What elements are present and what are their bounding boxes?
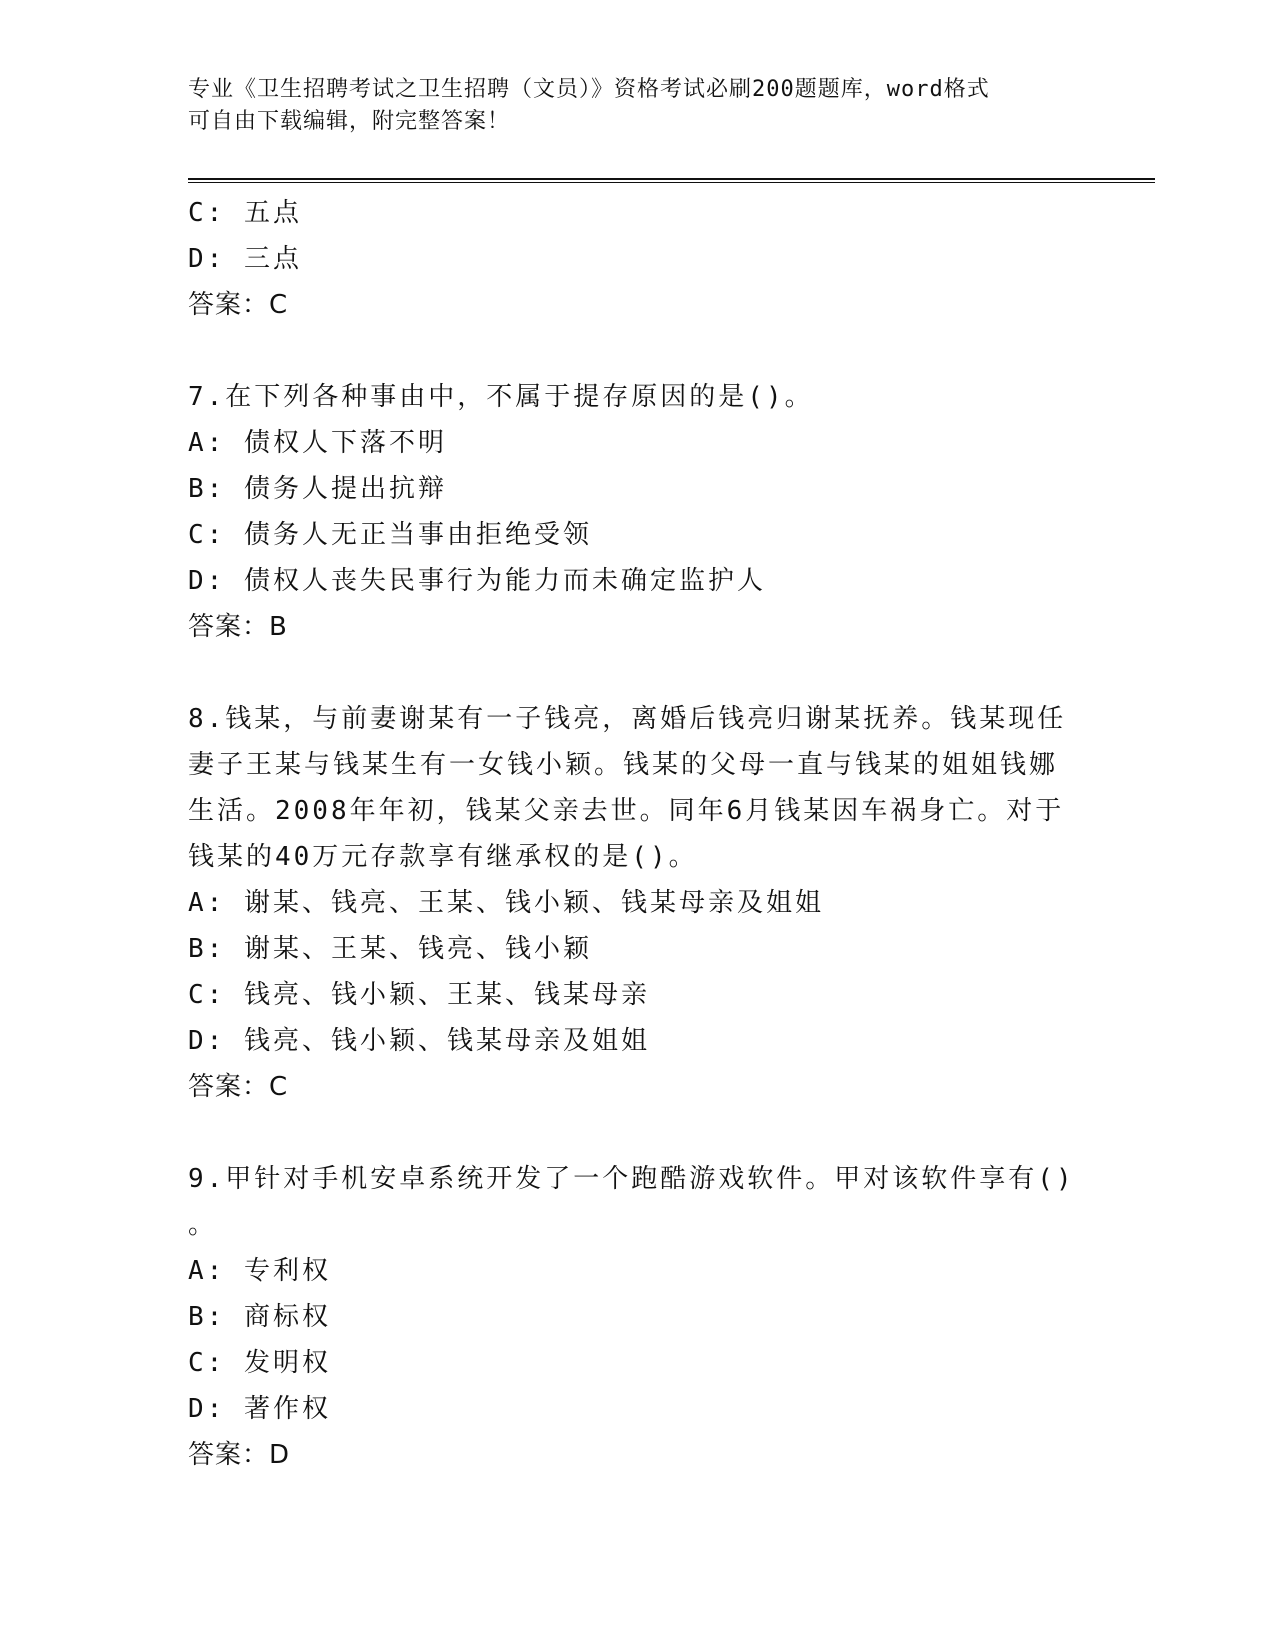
question-stem-line-4: 钱某的40万元存款享有继承权的是()。 (188, 842, 698, 872)
option-c: C: 债务人无正当事由拒绝受领 (188, 520, 592, 550)
option-c: C: 钱亮、钱小颖、王某、钱某母亲 (188, 980, 650, 1010)
question-9 (188, 1156, 1088, 1478)
option-a: A: 谢某、钱亮、王某、钱小颖、钱某母亲及姐姐 (188, 888, 824, 918)
question-8 (188, 696, 1088, 1110)
option-d: D: 三点 (188, 244, 302, 274)
option-b: B: 债务人提出抗辩 (188, 474, 447, 504)
header-divider-thick (188, 178, 1155, 180)
header-title-line-2: 可自由下载编辑，附完整答案！ (188, 109, 511, 134)
answer-text: 答案：C (188, 290, 289, 320)
header-divider-thin (188, 182, 1155, 183)
question-stem-line-2: 妻子王某与钱某生有一女钱小颖。钱某的父母一直与钱某的姐姐钱娜 (188, 750, 1059, 780)
spacer (188, 1110, 1088, 1156)
option-b: B: 商标权 (188, 1302, 331, 1332)
option-b: B: 谢某、王某、钱亮、钱小颖 (188, 934, 592, 964)
question-stem-line-2: 。 (188, 1210, 218, 1240)
question-6-tail (188, 190, 1088, 328)
question-list (188, 190, 1088, 1478)
option-d: D: 钱亮、钱小颖、钱某母亲及姐姐 (188, 1026, 650, 1056)
spacer (188, 328, 1088, 374)
option-a: A: 专利权 (188, 1256, 331, 1286)
option-c: C: 五点 (188, 198, 302, 228)
question-7 (188, 374, 1088, 650)
question-stem-line-3: 生活。2008年年初，钱某父亲去世。同年6月钱某因车祸身亡。对于 (188, 796, 1065, 826)
answer-text: 答案：B (188, 612, 288, 642)
option-d: D: 著作权 (188, 1394, 331, 1424)
spacer (188, 650, 1088, 696)
answer-text: 答案：C (188, 1072, 289, 1102)
document-header (188, 74, 1088, 138)
option-c: C: 发明权 (188, 1348, 331, 1378)
option-d: D: 债权人丧失民事行为能力而未确定监护人 (188, 566, 766, 596)
header-title-line-1: 专业《卫生招聘考试之卫生招聘（文员）》资格考试必刷200题题库，word格式 (188, 77, 990, 102)
question-stem-line-1: 9.甲针对手机安卓系统开发了一个跑酷游戏软件。甲对该软件享有() (188, 1164, 1075, 1194)
question-stem-line-1: 8.钱某，与前妻谢某有一子钱亮，离婚后钱亮归谢某抚养。钱某现任 (188, 704, 1067, 734)
answer-text: 答案：D (188, 1440, 291, 1470)
question-stem: 7.在下列各种事由中，不属于提存原因的是()。 (188, 382, 814, 412)
option-a: A: 债权人下落不明 (188, 428, 447, 458)
